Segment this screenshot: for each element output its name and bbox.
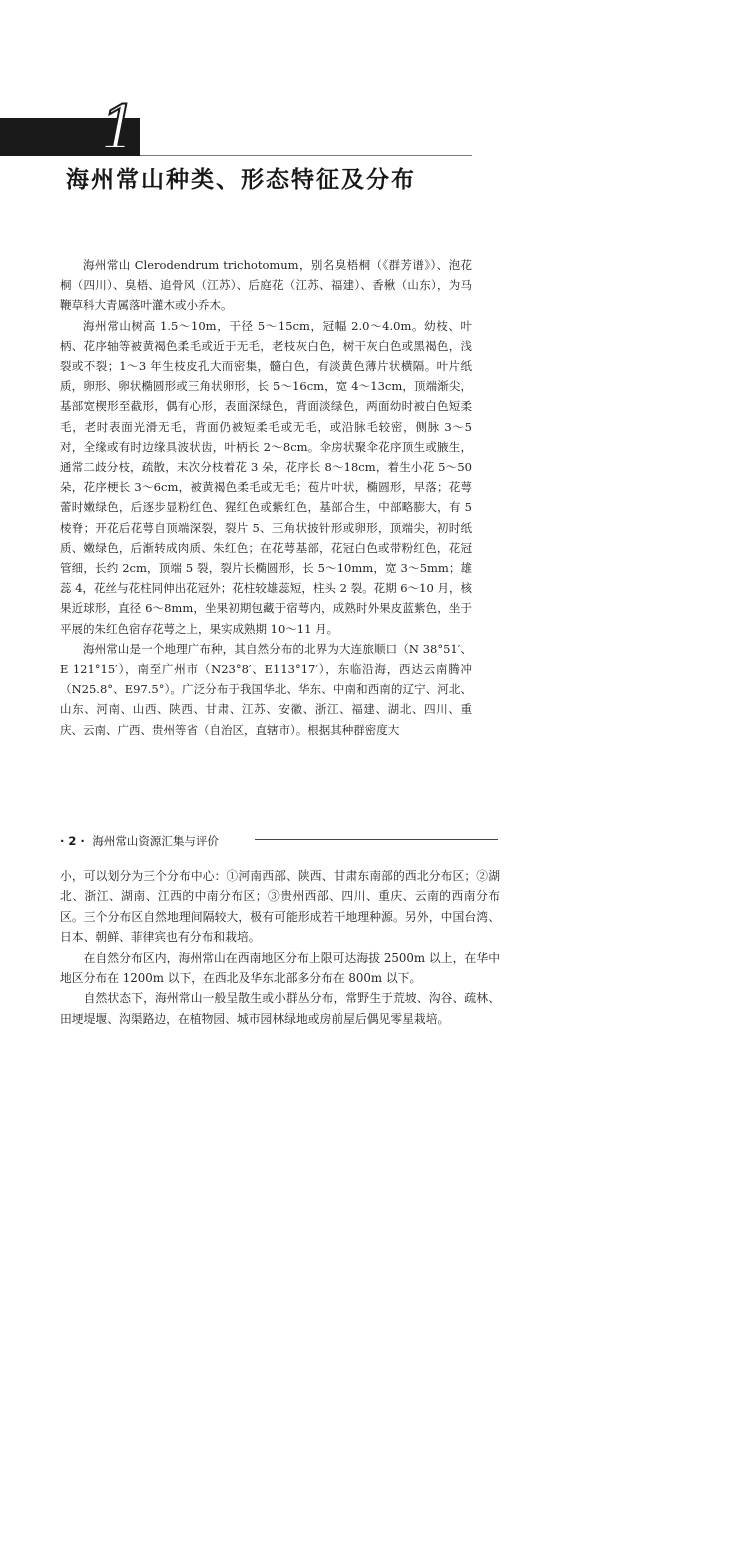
chapter-title: 海州常山种类、形态特征及分布 <box>66 167 416 193</box>
running-head-rule <box>255 839 498 840</box>
paragraph: 海州常山树高 1.5～10m，干径 5～15cm，冠幅 2.0～4.0m。幼枝、叶柄、花序轴等被黄褐色柔毛或近于无毛，老枝灰白色，树干灰白色或黑褐色，浅裂或不裂；1～3 年生枝皮孔大而密集，髓白色，有淡黄色薄片状横隔。叶片纸质，卵形、卵状椭圆形或三角状卵形，长 5～16cm，宽 4～13cm，顶端渐尖，基部宽楔形至截形，偶有心形，表面深绿色，背面淡绿色，两面幼时被白色短柔毛，老时表面光滑无毛，背面仍被短柔毛或无毛，或沿脉毛较密，侧脉 3～5 对，全缘或有时边缘具波状齿，叶柄长 2～8cm。伞房状聚伞花序顶生或腋生，通常二歧分枝，疏散，末次分枝着花 3 朵，花序长 8～18cm，着生小花 5～50 朵，花序梗长 3～6cm，被黄褐色柔毛或无毛；苞片叶状，椭圆形，早落；花萼蕾时嫩绿色，后逐步显粉红色、猩红色或紫红色，基部合生，中部略膨大，有 5 棱脊；开花后花萼自顶端深裂，裂片 5、三角状披针形或卵形，顶端尖，初时纸质、嫩绿色，后渐转成肉质、朱红色；在花萼基部，花冠白色或带粉红色，花冠管细，长约 2cm，顶端 5 裂，裂片长椭圆形，长 5～10mm，宽 3～5mm；雄蕊 4，花丝与花柱同伸出花冠外；花柱较雄蕊短，柱头 2 裂。花期 6～10 月，核果近球形，直径 6～8mm，坐果初期包藏于宿萼内，成熟时外果皮蓝紫色，坐于平展的朱红色宿存花萼之上，果实成熟期 10～11 月。 <box>60 318 472 636</box>
page-folio: · 2 · <box>60 834 85 848</box>
chapter-rule <box>140 155 472 156</box>
running-head <box>60 832 500 850</box>
paragraph: 自然状态下，海州常山一般呈散生或小群丛分布，常野生于荒坡、沟谷、疏林、田埂堤堰、沟渠路边，在植物园、城市园林绿地或房前屋后偶见零星栽培。 <box>60 991 500 1026</box>
paragraph: 小，可以划分为三个分布中心：①河南西部、陕西、甘肃东南部的西北分布区；②湖北、浙江、湖南、江西的中南分布区；③贵州西部、四川、重庆、云南的西南分布区。三个分布区自然地理间隔较大，极有可能形成若干地理种源。另外，中国台湾、日本、朝鲜、菲律宾也有分布和栽培。 <box>60 869 500 945</box>
paragraph: 海州常山是一个地理广布种，其自然分布的北界为大连旅顺口（N 38°51′、E 121°15′），南至广州市（N23°8′、E113°17′），东临沿海，西达云南腾冲（N25.8°、E97.5°）。广泛分布于我国华北、华东、中南和西南的辽宁、河北、山东、河南、山西、陕西、甘肃、江苏、安徽、浙江、福建、湖北、四川、重庆、云南、广西、贵州等省（自治区，直辖市）。根据其种群密度大 <box>60 641 472 737</box>
paragraph: 海州常山 Clerodendrum trichotomum，别名臭梧桐（《群芳谱》）、泡花桐（四川）、臭梧、追骨风（江苏）、后庭花（江苏、福建）、香楸（山东），为马鞭草科大青属落叶灌木或小乔木。 <box>60 258 472 313</box>
section-1-body <box>60 255 472 740</box>
chapter-number: 1 <box>100 93 139 163</box>
paragraph: 在自然分布区内，海州常山在西南地区分布上限可达海拔 2500m 以上，在华中地区分布在 1200m 以下，在西北及华东北部多分布在 800m 以下。 <box>60 950 500 986</box>
section-2-body <box>60 866 500 1029</box>
book-title: 海州常山资源汇集与评价 <box>92 834 219 848</box>
